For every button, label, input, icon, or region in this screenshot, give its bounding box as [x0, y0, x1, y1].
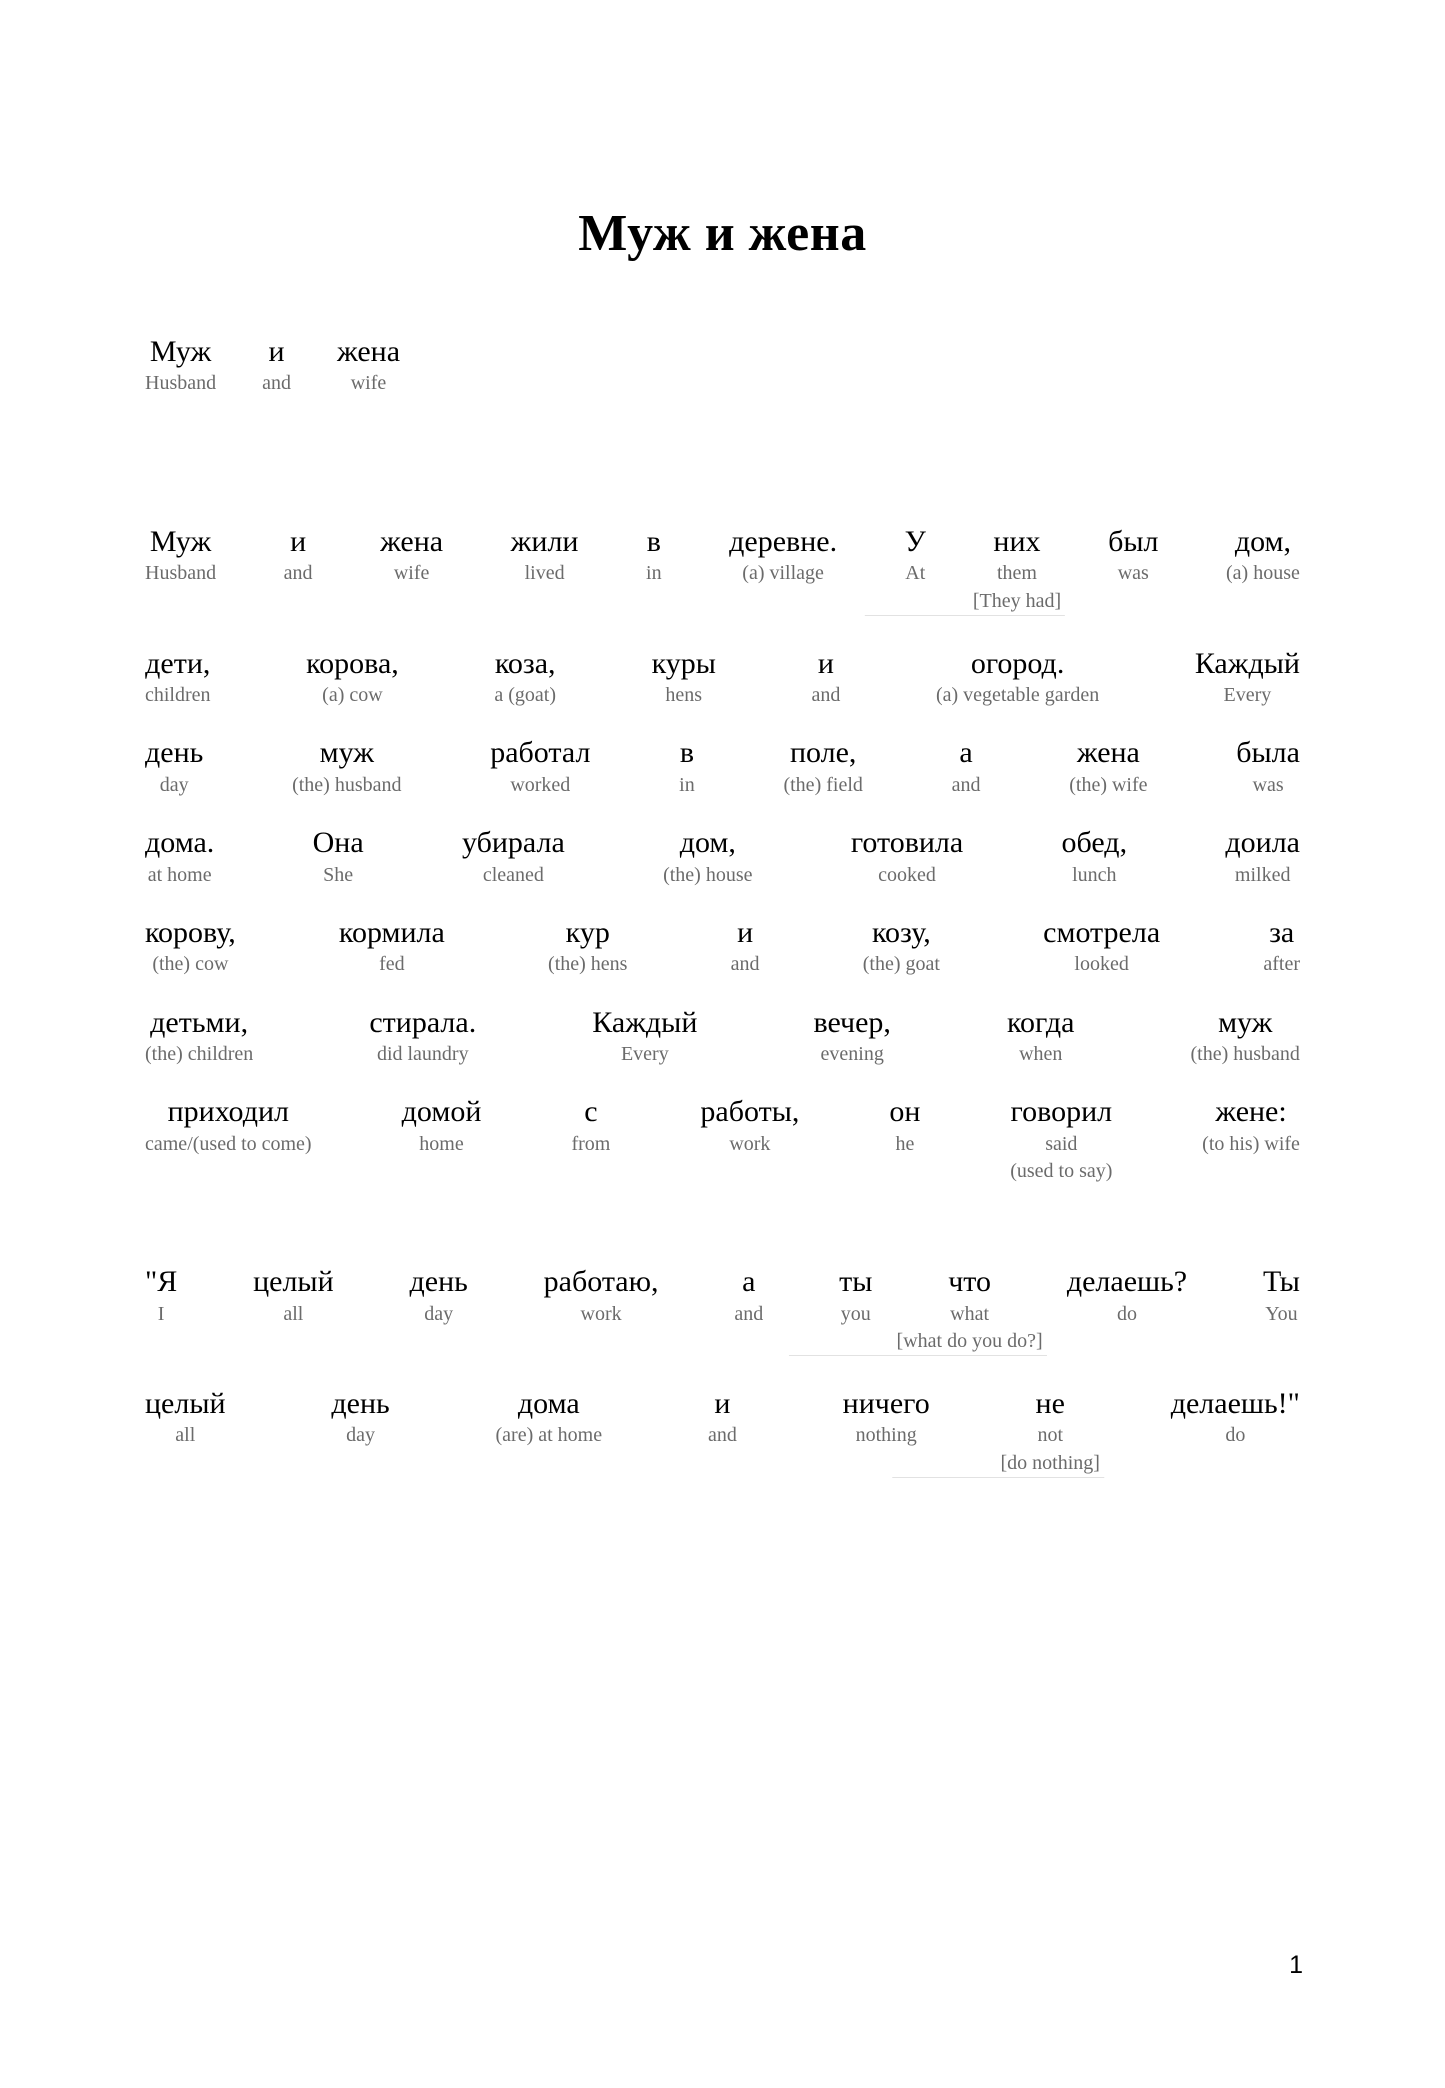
source-word: день	[331, 1387, 390, 1421]
source-word: "Я	[145, 1265, 178, 1299]
word-pair	[145, 1264, 177, 1326]
gloss-word: work	[580, 1302, 622, 1325]
gloss-word: lived	[524, 562, 565, 585]
gloss-word: Every	[620, 1043, 669, 1066]
gloss-word: cooked	[878, 863, 936, 886]
gloss-word: She	[323, 863, 354, 886]
dialogue-block	[145, 1264, 1300, 1474]
source-word: жене:	[1215, 1095, 1287, 1129]
word-pair	[1263, 1264, 1300, 1326]
source-word: день	[145, 736, 204, 770]
source-word: дома	[517, 1387, 580, 1421]
source-word: а	[742, 1265, 756, 1299]
source-word: Каждый	[592, 1005, 698, 1039]
gloss-word: and	[734, 1302, 764, 1325]
word-pair	[409, 1264, 467, 1326]
source-word: за	[1269, 915, 1295, 949]
source-word: был	[1108, 524, 1159, 558]
source-word: дом,	[1234, 524, 1292, 558]
word-pair	[952, 735, 981, 797]
gloss-word: not	[1037, 1424, 1063, 1447]
source-word: день	[409, 1265, 468, 1299]
source-word: ничего	[842, 1387, 930, 1421]
word-pair	[1263, 915, 1300, 977]
gloss-word: was	[1252, 773, 1284, 796]
word-pair	[700, 1094, 799, 1156]
source-word: коза,	[494, 646, 556, 680]
word-pair	[145, 1386, 226, 1448]
word-pair	[1195, 646, 1300, 708]
gloss-word: (the) husband	[292, 773, 402, 796]
gloss-word: and	[951, 773, 981, 796]
gloss-word: I	[157, 1302, 165, 1325]
word-pair	[936, 646, 1099, 708]
body-block	[145, 524, 1300, 1183]
source-word: домой	[401, 1095, 482, 1129]
gloss-word: Husband	[145, 372, 217, 395]
source-word: в	[679, 736, 695, 770]
word-pair	[1171, 1386, 1300, 1448]
interlinear-line	[145, 1005, 1300, 1067]
word-pair	[1062, 825, 1128, 887]
gloss-word: lunch	[1072, 863, 1117, 886]
source-word: Ты	[1262, 1265, 1300, 1299]
source-word: ты	[839, 1265, 873, 1299]
gloss-word: after	[1263, 953, 1300, 976]
gloss-word: nothing	[855, 1424, 917, 1447]
word-pair	[663, 825, 752, 887]
word-pair	[839, 1264, 872, 1326]
source-word: Муж	[149, 524, 212, 558]
gloss-word: and	[730, 953, 760, 976]
source-word: целый	[253, 1265, 334, 1299]
word-pair	[494, 646, 556, 708]
source-word: поле,	[789, 736, 857, 770]
gloss-word: and	[283, 562, 313, 585]
gloss-word: fed	[379, 953, 405, 976]
gloss-word: do	[1116, 1302, 1137, 1325]
source-word: готовила	[850, 826, 964, 860]
interlinear-line	[145, 524, 1300, 612]
gloss-word: he	[895, 1132, 915, 1155]
source-word: деревне.	[729, 524, 838, 558]
source-word: куры	[651, 646, 716, 680]
source-word: целый	[145, 1387, 226, 1421]
interlinear-line	[145, 915, 1300, 977]
source-word: вечер,	[813, 1005, 891, 1039]
gloss-word: them	[996, 562, 1037, 585]
word-pair	[292, 735, 401, 797]
interlinear-line	[145, 646, 1300, 708]
interlinear-line	[145, 825, 1300, 887]
word-pair	[284, 524, 313, 586]
word-pair	[496, 1386, 603, 1448]
gloss-word: evening	[820, 1043, 884, 1066]
source-word: работы,	[700, 1095, 800, 1129]
gloss-word: (the) husband	[1190, 1043, 1300, 1066]
gloss-word: was	[1117, 562, 1149, 585]
word-pair	[783, 735, 862, 797]
gloss-word: children	[145, 683, 211, 706]
word-pair	[145, 334, 216, 396]
word-pair	[253, 1264, 334, 1326]
gloss-word: wife	[350, 372, 387, 395]
word-pair	[462, 825, 565, 887]
word-pair	[652, 646, 716, 708]
source-word: стирала.	[369, 1005, 477, 1039]
gloss-word: hens	[665, 683, 703, 706]
gloss-word: came/(used to come)	[145, 1132, 312, 1155]
gloss-word: and	[262, 372, 291, 395]
gloss-annotation: (used to say)	[1010, 1160, 1113, 1183]
source-word: и	[737, 915, 754, 949]
word-pair	[544, 1264, 659, 1326]
gloss-annotation: [what do you do?]	[896, 1330, 1043, 1353]
gloss-word: At	[905, 562, 926, 585]
gloss-word: a (goat)	[494, 683, 556, 706]
gloss-word: cleaned	[482, 863, 544, 886]
gloss-word: (the) goat	[862, 953, 940, 976]
source-word: смотрела	[1043, 915, 1161, 949]
source-word: в	[646, 524, 661, 558]
gloss-word: worked	[510, 773, 571, 796]
word-pair	[511, 524, 579, 586]
word-pair	[813, 1005, 890, 1067]
source-word: и	[714, 1387, 731, 1421]
source-word: огород.	[970, 646, 1065, 680]
gloss-word: Every	[1223, 683, 1272, 706]
word-pair	[571, 1094, 610, 1156]
gloss-word: you	[840, 1302, 871, 1325]
gloss-word: milked	[1234, 863, 1291, 886]
word-pair	[306, 646, 399, 708]
interlinear-line	[145, 1264, 1300, 1353]
source-word: кур	[565, 915, 610, 949]
word-pair	[145, 646, 211, 708]
source-word: работаю,	[543, 1265, 659, 1299]
interlinear-line	[145, 1094, 1300, 1183]
word-pair	[679, 735, 695, 797]
source-word: Муж	[149, 335, 212, 369]
source-word: корова,	[306, 646, 399, 680]
word-pair	[145, 825, 214, 887]
gloss-word: (a) vegetable garden	[935, 683, 1100, 706]
word-pair	[380, 524, 443, 586]
word-pair	[812, 646, 841, 708]
word-pair	[1043, 915, 1160, 977]
source-word: доила	[1225, 826, 1300, 860]
interlinear-line	[145, 735, 1300, 797]
source-word: когда	[1007, 1005, 1075, 1039]
gloss-word: in	[679, 773, 695, 796]
source-word: жена	[1076, 736, 1140, 770]
word-pair	[1069, 735, 1147, 797]
source-word: У	[904, 524, 926, 558]
source-word: и	[817, 646, 834, 680]
source-word: дети,	[145, 646, 211, 680]
interlinear-line	[145, 1386, 1300, 1474]
source-word: Каждый	[1194, 646, 1300, 680]
word-pair	[145, 735, 203, 797]
source-word: с	[584, 1095, 598, 1129]
word-pair	[592, 1005, 697, 1067]
gloss-word: said	[1045, 1132, 1078, 1155]
word-pair	[490, 735, 590, 797]
word-pair	[1108, 524, 1158, 586]
word-pair	[402, 1094, 482, 1156]
source-word: он	[889, 1095, 921, 1129]
gloss-word: (to his) wife	[1202, 1132, 1300, 1155]
source-word: дома.	[145, 826, 215, 860]
gloss-word: day	[346, 1424, 375, 1447]
word-pair	[896, 1264, 1043, 1353]
intro-block	[145, 334, 1300, 396]
source-word: работал	[490, 736, 591, 770]
gloss-word: in	[646, 562, 662, 585]
gloss-word: day	[424, 1302, 454, 1325]
word-pair	[1225, 825, 1300, 887]
word-pair	[1010, 1094, 1113, 1183]
gloss-word: did laundry	[376, 1043, 469, 1066]
gloss-word: (the) children	[145, 1043, 254, 1066]
source-word: а	[959, 736, 973, 770]
source-word: кормила	[338, 915, 445, 949]
gloss-word: (are) at home	[495, 1424, 603, 1447]
gloss-word: wife	[393, 562, 430, 585]
word-pair	[1191, 1005, 1300, 1067]
word-pair	[145, 915, 236, 977]
gloss-word: and	[811, 683, 841, 706]
gloss-word: home	[419, 1132, 464, 1155]
word-pair	[646, 524, 662, 586]
gloss-word: all	[175, 1424, 196, 1447]
word-pair	[145, 1094, 312, 1156]
source-word: и	[268, 335, 285, 369]
source-word: жена	[380, 524, 444, 558]
word-pair	[145, 524, 216, 586]
word-pair	[843, 1386, 930, 1448]
word-pair	[145, 1005, 253, 1067]
gloss-word: looked	[1074, 953, 1129, 976]
gloss-word: (the) field	[783, 773, 863, 796]
source-word: была	[1236, 736, 1300, 770]
gloss-word: what	[950, 1302, 990, 1325]
gloss-word: (the) house	[663, 863, 753, 886]
page-number: 1	[1289, 1950, 1303, 1979]
word-pair	[548, 915, 627, 977]
gloss-word: You	[1265, 1302, 1298, 1325]
source-word: делаешь!"	[1170, 1387, 1300, 1421]
word-pair	[1007, 1005, 1074, 1067]
gloss-word: (the) wife	[1069, 773, 1148, 796]
gloss-word: day	[159, 773, 189, 796]
word-pair	[731, 915, 760, 977]
source-word: убирала	[461, 826, 565, 860]
gloss-word: all	[283, 1302, 304, 1325]
gloss-word: when	[1019, 1043, 1063, 1066]
gloss-annotation: [They had]	[972, 589, 1062, 612]
page-title: Муж и жена	[578, 204, 867, 262]
source-word: не	[1035, 1387, 1065, 1421]
source-word: жили	[510, 524, 579, 558]
source-word: Она	[312, 826, 364, 860]
gloss-word: (a) cow	[322, 683, 383, 706]
word-pair	[337, 334, 400, 396]
word-pair	[1202, 1094, 1300, 1156]
word-pair	[708, 1386, 737, 1448]
source-word: корову,	[145, 915, 236, 949]
source-word: делаешь?	[1066, 1265, 1188, 1299]
word-pair	[729, 524, 837, 586]
word-pair	[1067, 1264, 1187, 1326]
gloss-word: at home	[147, 863, 212, 886]
source-word: что	[948, 1265, 991, 1299]
word-pair	[1236, 735, 1300, 797]
source-word: приходил	[167, 1095, 289, 1129]
word-pair	[863, 915, 940, 977]
source-word: жена	[337, 335, 401, 369]
gloss-word: (a) house	[1226, 562, 1300, 585]
word-pair	[1226, 524, 1300, 586]
gloss-word: do	[1225, 1424, 1246, 1447]
source-word: говорил	[1010, 1095, 1113, 1129]
gloss-word: from	[571, 1132, 611, 1155]
word-pair	[905, 524, 926, 586]
source-word: них	[993, 524, 1041, 558]
word-pair	[851, 825, 963, 887]
word-pair	[972, 524, 1062, 612]
gloss-word: (the) hens	[548, 953, 628, 976]
gloss-word: (the) cow	[152, 953, 229, 976]
word-pair	[262, 334, 291, 396]
gloss-annotation: [do nothing]	[1000, 1451, 1100, 1474]
word-pair	[331, 1386, 389, 1448]
word-pair	[889, 1094, 920, 1156]
word-pair	[734, 1264, 763, 1326]
source-word: детьми,	[150, 1005, 249, 1039]
gloss-word: (a) village	[742, 562, 824, 585]
word-pair	[369, 1005, 476, 1067]
source-word: обед,	[1061, 826, 1128, 860]
word-pair	[339, 915, 445, 977]
interlinear-line	[145, 334, 1300, 396]
word-pair	[1000, 1386, 1100, 1474]
source-word: и	[290, 524, 307, 558]
word-pair	[313, 825, 364, 887]
document-page	[0, 35, 1445, 2088]
gloss-word: and	[707, 1424, 737, 1447]
gloss-word: work	[729, 1132, 771, 1155]
source-word: козу,	[871, 915, 931, 949]
source-word: дом,	[679, 826, 736, 860]
gloss-word: Husband	[145, 562, 217, 585]
source-word: муж	[1218, 1005, 1273, 1039]
source-word: муж	[319, 736, 374, 770]
